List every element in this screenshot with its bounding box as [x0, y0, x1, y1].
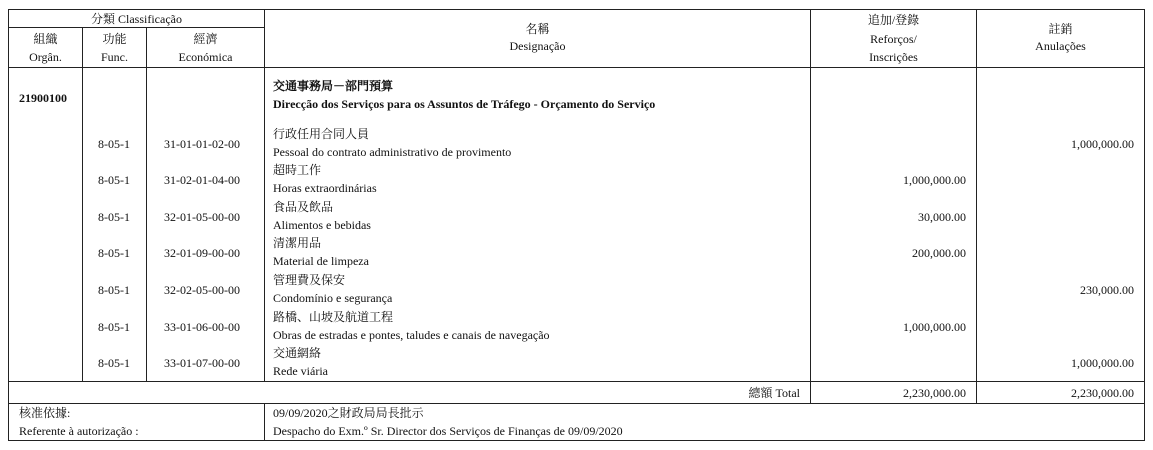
row-zh: 交通網絡	[273, 346, 322, 360]
rule-col-organica	[82, 28, 83, 381]
header-designacao-pt: Designação	[509, 39, 566, 53]
row-zh: 路橋、山坡及航道工程	[273, 310, 394, 324]
row-zh: 食品及飲品	[273, 200, 334, 214]
row-func: 8-05-1	[98, 173, 130, 187]
row-anulacao: 1,000,000.00	[1071, 356, 1134, 370]
row-zh: 行政任用合同人員	[273, 127, 370, 141]
rule-body-bottom	[9, 381, 1144, 382]
row-pt: Material de limpeza	[273, 254, 369, 268]
header-classificacao: 分類 Classificação	[91, 12, 182, 26]
rule-total-bottom	[9, 403, 1144, 404]
row-eco: 32-01-09-00-00	[164, 246, 240, 260]
rule-footer-divider	[264, 403, 265, 440]
header-economica-zh: 經濟	[193, 32, 218, 46]
row-reforco: 200,000.00	[912, 246, 966, 260]
header-reforcos-pt1: Reforços/	[870, 32, 917, 46]
header-funcional-zh: 功能	[102, 32, 127, 46]
service-code: 21900100	[19, 91, 67, 105]
row-anulacao: 230,000.00	[1080, 283, 1134, 297]
header-reforcos-pt2: Inscrições	[869, 50, 918, 64]
row-eco: 32-01-05-00-00	[164, 210, 240, 224]
service-name-zh: 交通事務局－部門預算	[273, 79, 394, 93]
row-pt: Obras de estradas e pontes, taludes e canais de navegação	[273, 328, 550, 342]
header-organica-zh: 組織	[33, 32, 58, 46]
row-pt: Rede viária	[273, 364, 328, 378]
row-func: 8-05-1	[98, 137, 130, 151]
row-pt: Horas extraordinárias	[273, 181, 377, 195]
row-func: 8-05-1	[98, 246, 130, 260]
rule-col-funcional	[146, 28, 147, 381]
row-eco: 33-01-06-00-00	[164, 320, 240, 334]
footer-label-pt: Referente à autorização :	[19, 424, 139, 438]
row-reforco: 1,000,000.00	[903, 320, 966, 334]
footer-label-zh: 核准依據:	[19, 406, 71, 420]
total-label: 總額 Total	[748, 386, 800, 400]
row-anulacao: 1,000,000.00	[1071, 137, 1134, 151]
header-organica-pt: Orgân.	[29, 50, 62, 64]
row-reforco: 1,000,000.00	[903, 173, 966, 187]
rule-col-designacao	[810, 9, 811, 403]
row-zh: 超時工作	[273, 163, 322, 177]
row-eco: 31-01-01-02-00	[164, 137, 240, 151]
row-pt: Condomínio e segurança	[273, 291, 393, 305]
row-eco: 33-01-07-00-00	[164, 356, 240, 370]
row-func: 8-05-1	[98, 356, 130, 370]
total-reforcos: 2,230,000.00	[903, 386, 966, 400]
service-name-pt: Direcção dos Serviços para os Assuntos de Tráfego - Orçamento do Serviço	[273, 97, 656, 111]
header-anulacoes-zh: 註銷	[1048, 22, 1073, 36]
row-func: 8-05-1	[98, 283, 130, 297]
rule-col-economica	[264, 9, 265, 381]
row-eco: 32-02-05-00-00	[164, 283, 240, 297]
row-pt: Pessoal do contrato administrativo de provimento	[273, 145, 512, 159]
header-anulacoes-pt: Anulações	[1035, 39, 1086, 53]
footer-value-zh: 09/09/2020之財政局局長批示	[273, 406, 424, 420]
row-reforco: 30,000.00	[918, 210, 966, 224]
header-designacao-zh: 名稱	[525, 22, 550, 36]
row-func: 8-05-1	[98, 210, 130, 224]
rule-col-reforcos	[976, 9, 977, 403]
rule-header-bottom	[9, 67, 1144, 68]
row-pt: Alimentos e bebidas	[273, 218, 371, 232]
header-funcional-pt: Func.	[101, 50, 128, 64]
header-reforcos-zh: 追加/登錄	[867, 13, 920, 27]
header-economica-pt: Económica	[178, 50, 233, 64]
row-zh: 清潔用品	[273, 236, 322, 250]
footer-value-pt: Despacho do Exm.º Sr. Director dos Serviços de Finanças de 09/09/2020	[273, 424, 623, 438]
row-zh: 管理費及保安	[273, 273, 346, 287]
total-anulacoes: 2,230,000.00	[1071, 386, 1134, 400]
row-eco: 31-02-01-04-00	[164, 173, 240, 187]
table-frame	[8, 9, 1145, 441]
rule-classification	[9, 27, 264, 28]
row-func: 8-05-1	[98, 320, 130, 334]
